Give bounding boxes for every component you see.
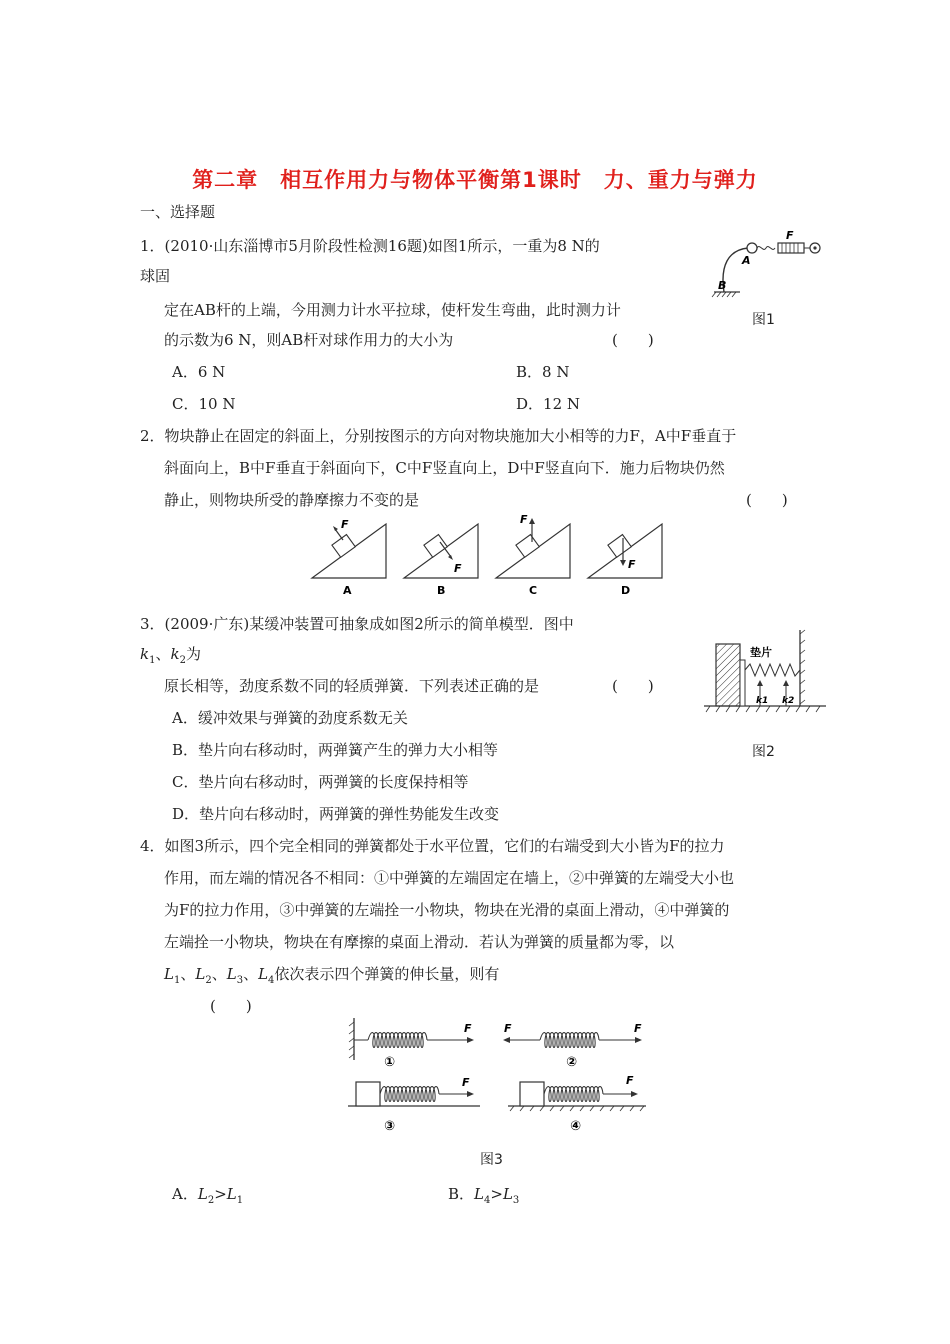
fig3-4-force-label: F	[626, 1074, 634, 1087]
q2-line-1: 2．物块静止在固定的斜面上，分别按图示的方向对物块施加大小相等的力F，A中F垂直于	[140, 427, 737, 445]
q1-option-d: D．12 N	[516, 395, 581, 413]
fig1-label-f: F	[786, 229, 794, 242]
q3-answer-paren: ( )	[612, 677, 654, 695]
q1-answer-paren: ( )	[612, 331, 654, 349]
fig2-k1-label: k1	[756, 696, 769, 706]
page-title: 第二章 相互作用力与物体平衡第1课时 力、重力与弹力	[192, 168, 758, 192]
fig1-label-a: A	[742, 254, 751, 267]
fig3-3-force-label: F	[462, 1076, 470, 1089]
q3-line-2: $k_1$、$k_2$为	[140, 645, 201, 666]
fig-d-label: D	[621, 584, 631, 597]
q1-option-c: C．10 N	[172, 395, 236, 413]
q4-line-4: 左端拴一小物块，物块在有摩擦的桌面上滑动．若认为弹簧的质量都为零，以	[164, 933, 675, 951]
q4-line-5: $L_1$、$L_2$、$L_3$、$L_4$依次表示四个弹簧的伸长量，则有	[164, 965, 500, 986]
fig3-label-1: ①	[384, 1055, 396, 1070]
fig3-1-force-label: F	[464, 1022, 472, 1035]
q4-line-3: 为F的拉力作用，③中弹簧的左端拴一小物块，物块在光滑的桌面上滑动，④中弹簧的	[164, 901, 730, 919]
fig3-2-force-right-label: F	[634, 1022, 642, 1035]
fig-a-force-label: F	[341, 518, 349, 531]
q1-line-3: 定在AB杆的上端，今用测力计水平拉球，使杆发生弯曲，此时测力计	[164, 301, 621, 319]
q2-line-3: 静止，则物块所受的静摩擦力不变的是	[164, 491, 420, 509]
figure-incline-a	[310, 512, 390, 598]
fig2-pad-label: 垫片	[750, 646, 772, 659]
q3-line-3: 原长相等，劲度系数不同的轻质弹簧．下列表述正确的是	[164, 677, 540, 695]
figure-3	[340, 1018, 650, 1138]
q2-answer-paren: ( )	[746, 491, 788, 509]
q4-option-b: B．$L_4>L_3$	[448, 1185, 520, 1206]
fig-a-label: A	[343, 584, 352, 597]
section-heading: 一、选择题	[140, 203, 216, 221]
fig-b-label: B	[437, 584, 446, 597]
q3-option-d: D．垫片向右移动时，两弹簧的弹性势能发生改变	[172, 805, 500, 823]
fig2-k2-label: k2	[782, 696, 795, 706]
q4-line-1: 4．如图3所示，四个完全相同的弹簧都处于水平位置，它们的右端受到大小皆为F的拉力	[140, 837, 725, 855]
figure-2	[700, 628, 830, 718]
q1-line-2: 球固	[140, 267, 171, 285]
fig-d-force-label: F	[628, 558, 636, 571]
figure-2-caption: 图2	[752, 744, 775, 760]
fig1-label-b: B	[718, 279, 727, 292]
figure-1	[700, 228, 830, 298]
q3-option-b: B．垫片向右移动时，两弹簧产生的弹力大小相等	[172, 741, 499, 759]
figure-3-caption: 图3	[480, 1152, 503, 1168]
figure-incline-b	[402, 512, 482, 598]
q1-option-a: A．6 N	[172, 363, 226, 381]
fig3-label-4: ④	[570, 1119, 582, 1134]
fig3-label-3: ③	[384, 1119, 396, 1134]
fig-b-force-label: F	[454, 562, 462, 575]
q3-line-1: 3．(2009·广东)某缓冲装置可抽象成如图2所示的简单模型．图中	[140, 615, 574, 633]
q3-option-a: A．缓冲效果与弹簧的劲度系数无关	[172, 709, 408, 727]
fig3-2-force-left-label: F	[504, 1022, 512, 1035]
figure-incline-c	[494, 512, 574, 598]
q1-line-4: 的示数为6 N，则AB杆对球作用力的大小为	[164, 331, 454, 349]
q1-line-1: 1．(2010·山东淄博市5月阶段性检测16题)如图1所示，一重为8 N的	[140, 237, 600, 255]
q4-line-2: 作用，而左端的情况各不相同：①中弹簧的左端固定在墙上，②中弹簧的左端受大小也	[164, 869, 735, 887]
figure-incline-d	[586, 512, 666, 598]
fig3-label-2: ②	[566, 1055, 578, 1070]
q3-option-c: C．垫片向右移动时，两弹簧的长度保持相等	[172, 773, 469, 791]
q2-line-2: 斜面向上，B中F垂直于斜面向下，C中F竖直向上，D中F竖直向下．施力后物块仍然	[164, 459, 725, 477]
figure-1-caption: 图1	[752, 312, 775, 328]
fig-c-force-label: F	[520, 513, 528, 526]
q4-option-a: A．$L_2>L_1$	[172, 1185, 244, 1206]
q4-answer-paren: ( )	[210, 997, 252, 1015]
q1-option-b: B．8 N	[516, 363, 570, 381]
fig-c-label: C	[529, 584, 538, 597]
